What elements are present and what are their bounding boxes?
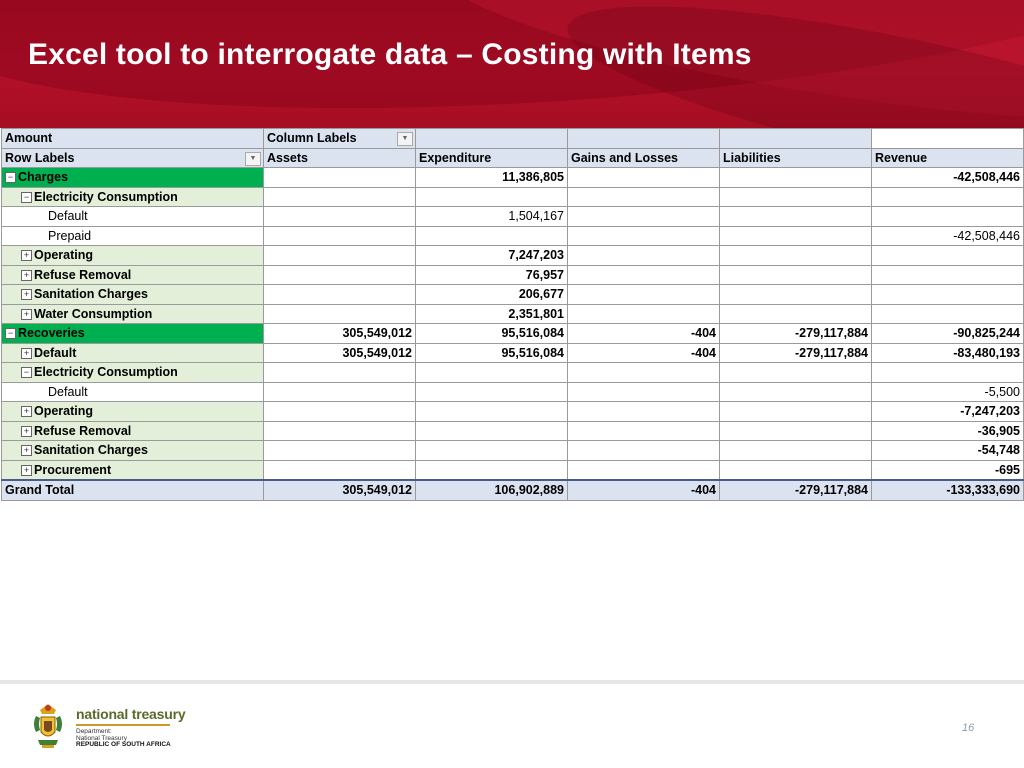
column-header-gains-and-losses[interactable]: Gains and Losses	[568, 148, 720, 168]
value-cell[interactable]	[720, 168, 872, 188]
value-cell[interactable]: 76,957	[416, 265, 568, 285]
value-cell[interactable]: -54,748	[872, 441, 1024, 461]
value-cell[interactable]	[872, 363, 1024, 383]
value-cell[interactable]	[416, 382, 568, 402]
row-label-cell[interactable]	[2, 460, 264, 480]
row-label-text: Default	[34, 345, 77, 360]
expand-icon[interactable]: +	[21, 406, 32, 417]
value-cell[interactable]: 2,351,801	[416, 304, 568, 324]
column-labels-filter[interactable]	[264, 129, 416, 149]
grand-total-cell[interactable]: -133,333,690	[872, 480, 1024, 500]
row-label-cell[interactable]	[2, 382, 264, 402]
header-empty-cell	[416, 129, 568, 149]
header-empty-cell	[872, 129, 1024, 149]
row-label-cell[interactable]	[2, 363, 264, 383]
value-cell[interactable]	[264, 363, 416, 383]
value-cell[interactable]	[416, 187, 568, 207]
value-cell[interactable]	[872, 246, 1024, 266]
value-cell[interactable]: 206,677	[416, 285, 568, 305]
pivot-body	[2, 168, 1024, 481]
grand-total-row	[2, 480, 1024, 500]
table-row	[2, 324, 1024, 344]
value-cell[interactable]	[568, 304, 720, 324]
value-cell[interactable]	[568, 402, 720, 422]
filter-dropdown-icon[interactable]: ▼	[245, 152, 261, 166]
row-labels-text: Row Labels	[5, 150, 75, 165]
row-label-cell[interactable]	[2, 285, 264, 305]
slide-header	[0, 0, 1024, 128]
row-label-cell[interactable]	[2, 304, 264, 324]
value-cell[interactable]: -7,247,203	[872, 402, 1024, 422]
column-header-assets[interactable]: Assets	[264, 148, 416, 168]
table-row	[2, 343, 1024, 363]
value-cell[interactable]	[568, 207, 720, 227]
value-cell[interactable]: 95,516,084	[416, 343, 568, 363]
row-label-text: Charges	[18, 170, 69, 185]
value-cell[interactable]: -90,825,244	[872, 324, 1024, 344]
column-header-expenditure[interactable]: Expenditure	[416, 148, 568, 168]
value-cell[interactable]	[720, 421, 872, 441]
value-cell[interactable]	[568, 421, 720, 441]
footer-divider	[0, 680, 1024, 684]
expand-icon[interactable]: +	[21, 465, 32, 476]
value-cell[interactable]	[720, 246, 872, 266]
grand-total-cell[interactable]: -279,117,884	[720, 480, 872, 500]
value-cell[interactable]	[568, 285, 720, 305]
row-label-text: Operating	[34, 404, 94, 419]
table-row	[2, 265, 1024, 285]
value-cell[interactable]	[568, 460, 720, 480]
value-cell[interactable]	[264, 460, 416, 480]
organization-line-2: National Treasury	[76, 735, 127, 742]
value-cell[interactable]	[568, 226, 720, 246]
value-cell[interactable]	[872, 304, 1024, 324]
value-cell[interactable]	[720, 285, 872, 305]
table-row	[2, 246, 1024, 266]
value-cell[interactable]	[264, 168, 416, 188]
row-label-text: Refuse Removal	[34, 267, 132, 282]
value-cell[interactable]: -83,480,193	[872, 343, 1024, 363]
expand-icon[interactable]: +	[21, 289, 32, 300]
value-cell[interactable]: 1,504,167	[416, 207, 568, 227]
table-row	[2, 382, 1024, 402]
value-cell[interactable]: -404	[568, 343, 720, 363]
value-cell[interactable]	[720, 382, 872, 402]
row-label-cell[interactable]	[2, 187, 264, 207]
value-cell[interactable]	[416, 421, 568, 441]
value-cell[interactable]	[264, 382, 416, 402]
value-cell[interactable]	[568, 246, 720, 266]
grand-total-cell[interactable]: 106,902,889	[416, 480, 568, 500]
value-cell[interactable]	[720, 304, 872, 324]
grand-total-cell[interactable]: -404	[568, 480, 720, 500]
value-cell[interactable]	[264, 207, 416, 227]
value-cell[interactable]	[720, 265, 872, 285]
value-cell[interactable]	[416, 226, 568, 246]
table-row	[2, 460, 1024, 480]
row-label-cell[interactable]	[2, 402, 264, 422]
value-cell[interactable]	[416, 363, 568, 383]
row-label-text: Default	[48, 384, 88, 399]
expand-icon[interactable]: +	[21, 348, 32, 359]
value-cell[interactable]	[720, 187, 872, 207]
row-label-cell[interactable]	[2, 421, 264, 441]
value-cell[interactable]: 95,516,084	[416, 324, 568, 344]
table-row	[2, 285, 1024, 305]
expand-icon[interactable]: +	[21, 309, 32, 320]
row-label-text: Operating	[34, 248, 94, 263]
organization-name: national treasury	[76, 706, 186, 722]
row-label-text: Refuse Removal	[34, 423, 132, 438]
column-header-revenue[interactable]: Revenue	[872, 148, 1024, 168]
row-label-text: Sanitation Charges	[34, 287, 148, 302]
column-header-liabilities[interactable]: Liabilities	[720, 148, 872, 168]
value-cell[interactable]	[720, 226, 872, 246]
row-label-text: Electricity Consumption	[34, 189, 178, 204]
value-cell[interactable]	[416, 402, 568, 422]
organization-line-3: REPUBLIC OF SOUTH AFRICA	[76, 741, 171, 748]
header-empty-cell	[720, 129, 872, 149]
row-label-text: Procurement	[34, 462, 112, 477]
pivot-header-row-1	[2, 129, 1024, 149]
grand-total-label[interactable]: Grand Total	[2, 480, 264, 500]
row-label-cell[interactable]	[2, 168, 264, 188]
row-label-cell[interactable]	[2, 441, 264, 461]
expand-icon[interactable]: +	[21, 270, 32, 281]
value-cell[interactable]	[264, 421, 416, 441]
row-label-cell[interactable]	[2, 265, 264, 285]
coat-of-arms-logo	[30, 702, 66, 750]
value-cell[interactable]: -279,117,884	[720, 324, 872, 344]
value-cell[interactable]	[416, 441, 568, 461]
table-row	[2, 421, 1024, 441]
table-row	[2, 226, 1024, 246]
value-cell[interactable]: -42,508,446	[872, 226, 1024, 246]
value-cell[interactable]	[720, 207, 872, 227]
value-cell[interactable]	[568, 441, 720, 461]
value-cell[interactable]	[264, 304, 416, 324]
row-label-cell[interactable]	[2, 246, 264, 266]
table-row	[2, 187, 1024, 207]
page-number: 16	[962, 722, 975, 734]
value-cell[interactable]	[568, 382, 720, 402]
value-cell[interactable]	[568, 265, 720, 285]
collapse-icon[interactable]: −	[5, 328, 16, 339]
row-label-cell[interactable]	[2, 343, 264, 363]
row-label-text: Recoveries	[18, 326, 85, 341]
table-row	[2, 207, 1024, 227]
slide-title: Excel tool to interrogate data – Costing with Items	[28, 38, 752, 71]
value-cell[interactable]	[872, 207, 1024, 227]
value-cell[interactable]: 305,549,012	[264, 324, 416, 344]
value-cell[interactable]	[416, 460, 568, 480]
row-labels-filter[interactable]	[2, 148, 264, 168]
table-row	[2, 304, 1024, 324]
expand-icon[interactable]: +	[21, 250, 32, 261]
organization-line-1: Department:	[76, 728, 112, 735]
value-cell[interactable]: -36,905	[872, 421, 1024, 441]
value-cell[interactable]	[264, 187, 416, 207]
value-cell[interactable]	[264, 402, 416, 422]
value-cell[interactable]	[720, 402, 872, 422]
expand-icon[interactable]: +	[21, 426, 32, 437]
collapse-icon[interactable]: −	[21, 367, 32, 378]
value-cell[interactable]	[568, 363, 720, 383]
row-label-text: Electricity Consumption	[34, 365, 178, 380]
pivot-table	[1, 128, 1024, 501]
expand-icon[interactable]: +	[21, 445, 32, 456]
value-cell[interactable]	[264, 285, 416, 305]
row-label-text: Default	[48, 209, 88, 224]
pivot-header-row-2	[2, 148, 1024, 168]
table-row	[2, 441, 1024, 461]
value-cell[interactable]	[872, 187, 1024, 207]
value-field-label[interactable]: Amount	[2, 129, 264, 149]
row-label-text: Water Consumption	[34, 306, 153, 321]
filter-dropdown-icon[interactable]: ▼	[397, 132, 413, 146]
table-row	[2, 402, 1024, 422]
value-cell[interactable]: -279,117,884	[720, 343, 872, 363]
row-label-cell[interactable]	[2, 207, 264, 227]
row-label-text: Sanitation Charges	[34, 443, 148, 458]
value-cell[interactable]	[872, 285, 1024, 305]
value-cell[interactable]	[568, 168, 720, 188]
value-cell[interactable]	[720, 441, 872, 461]
header-empty-cell	[568, 129, 720, 149]
value-cell[interactable]	[720, 363, 872, 383]
value-cell[interactable]: 305,549,012	[264, 343, 416, 363]
value-cell[interactable]: 11,386,805	[416, 168, 568, 188]
collapse-icon[interactable]: −	[21, 192, 32, 203]
organization-underline	[76, 724, 170, 726]
value-cell[interactable]	[264, 265, 416, 285]
table-row	[2, 363, 1024, 383]
value-cell[interactable]	[264, 246, 416, 266]
table-row	[2, 168, 1024, 188]
column-labels-text: Column Labels	[267, 131, 357, 146]
row-label-text: Prepaid	[48, 228, 92, 243]
value-cell[interactable]: -404	[568, 324, 720, 344]
value-cell[interactable]: 7,247,203	[416, 246, 568, 266]
value-cell[interactable]: -695	[872, 460, 1024, 480]
row-label-cell[interactable]	[2, 324, 264, 344]
value-cell[interactable]	[720, 460, 872, 480]
value-cell[interactable]: -42,508,446	[872, 168, 1024, 188]
collapse-icon[interactable]: −	[5, 172, 16, 183]
row-label-cell[interactable]	[2, 226, 264, 246]
value-cell[interactable]	[264, 226, 416, 246]
value-cell[interactable]	[568, 187, 720, 207]
value-cell[interactable]: -5,500	[872, 382, 1024, 402]
value-cell[interactable]	[872, 265, 1024, 285]
value-cell[interactable]	[264, 441, 416, 461]
grand-total-cell[interactable]: 305,549,012	[264, 480, 416, 500]
